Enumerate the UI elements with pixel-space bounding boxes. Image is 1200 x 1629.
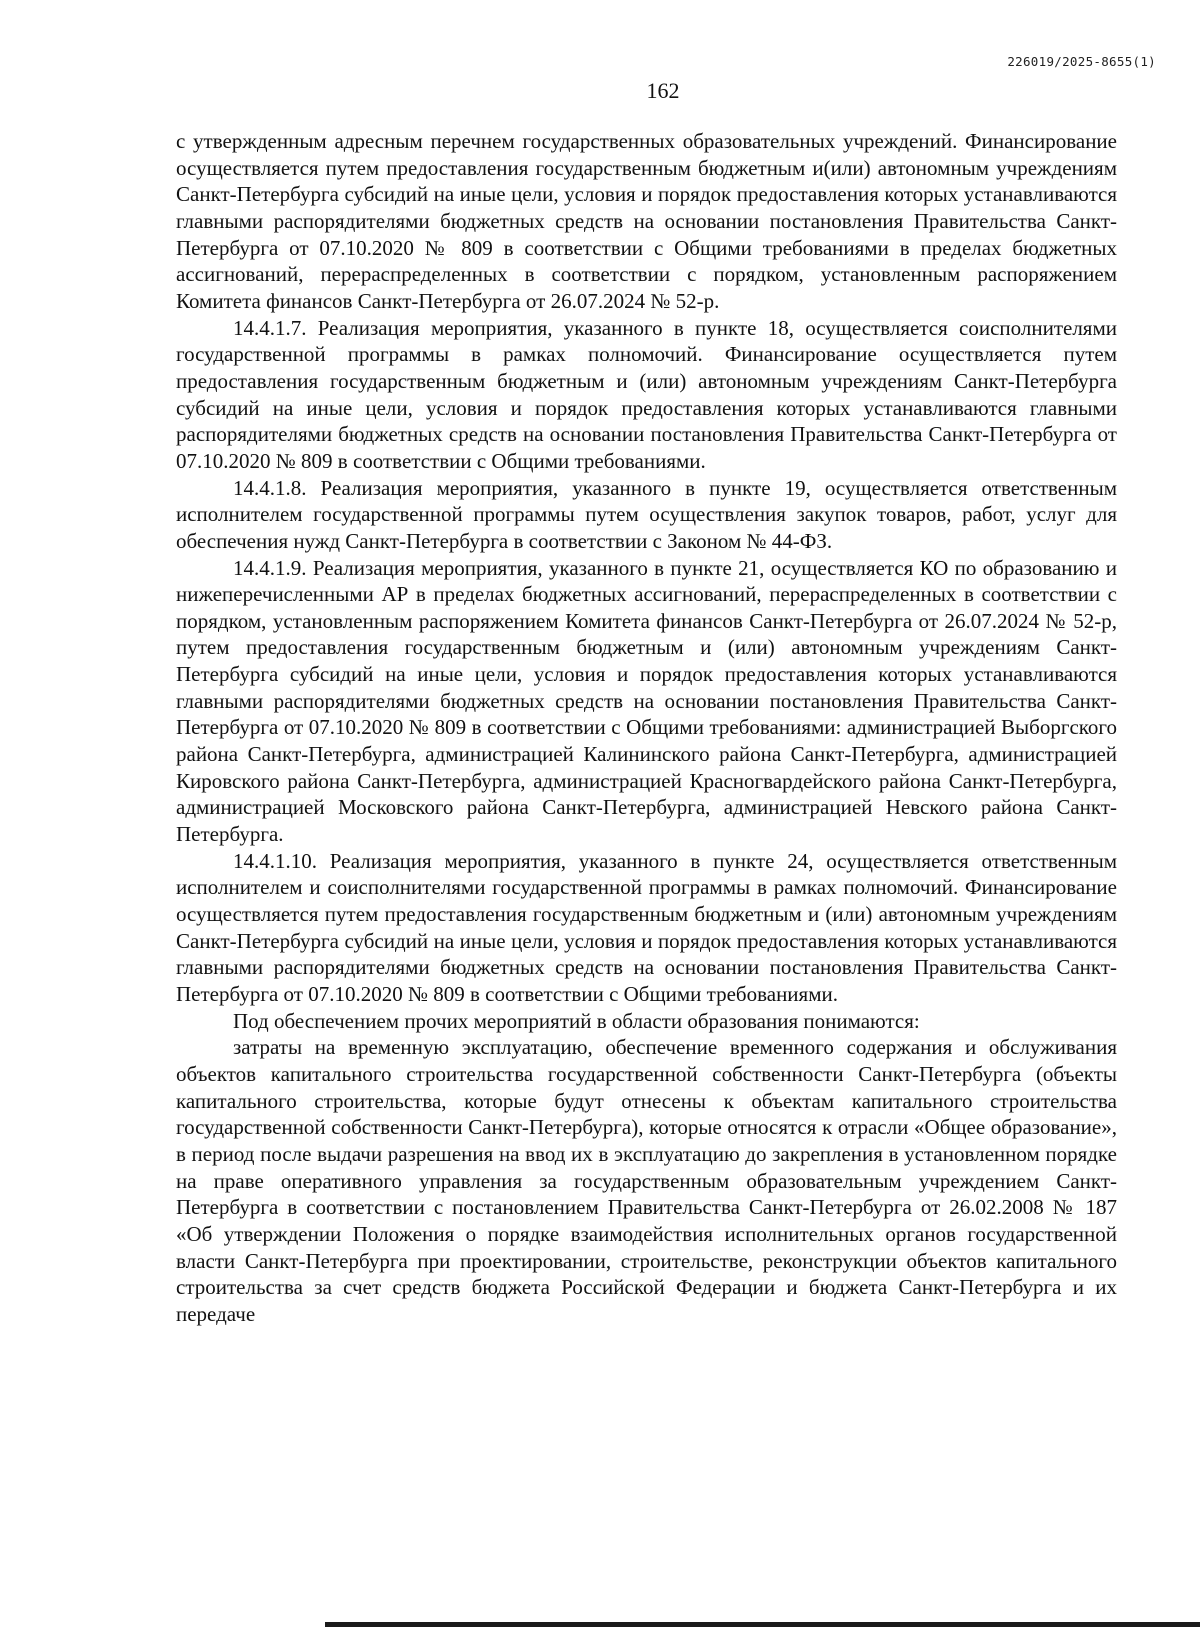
paragraph-14-4-1-7: 14.4.1.7. Реализация мероприятия, указанного в пункте 18, осуществляется соисполнителями государственной программы в рамках полномочий. Финансирование осуществляется путем предоставления государственным бюджетным и (или) автономным учреждениям Санкт-Петербурга субсидий на иные цели, условия и порядок предоставления которых устанавливаются главными распорядителями бюджетных средств на основании постановления Правительства Санкт-Петербурга от 07.10.2020 № 809 в соответствии с Общими требованиями. <box>176 315 1117 473</box>
document-body <box>176 128 1117 1328</box>
paragraph-14-4-1-9: 14.4.1.9. Реализация мероприятия, указанного в пункте 21, осуществляется КО по образованию и нижеперечисленными АР в пределах бюджетных ассигнований, перераспределенных в соответствии с порядком, установленным распоряжением Комитета финансов Санкт-Петербурга от 26.07.2024 № 52-р, путем предоставления государственным бюджетным и (или) автономным учреждениям Санкт-Петербурга субсидий на иные цели, условия и порядок предоставления которых устанавливаются главными распорядителями бюджетных средств на основании постановления Правительства Санкт-Петербурга от 07.10.2020 № 809 в соответствии с Общими требованиями: администрацией Выборгского района Санкт-Петербурга, администрацией Калининского района Санкт-Петербурга, администрацией Кировского района Санкт-Петербурга, администрацией Красногвардейского района Санкт-Петербурга, администрацией Московского района Санкт-Петербурга, администрацией Невского района Санкт-Петербурга. <box>176 555 1117 847</box>
paragraph-14-4-1-10: 14.4.1.10. Реализация мероприятия, указанного в пункте 24, осуществляется ответственным исполнителем и соисполнителями государственной программы в рамках полномочий. Финансирование осуществляется путем предоставления государственным бюджетным и (или) автономным учреждениям Санкт-Петербурга субсидий на иные цели, условия и порядок предоставления которых устанавливаются главными распорядителями бюджетных средств на основании постановления Правительства Санкт-Петербурга от 07.10.2020 № 809 в соответствии с Общими требованиями. <box>176 848 1117 1006</box>
paragraph-continuation: с утвержденным адресным перечнем государственных образовательных учреждений. Финансирование осуществляется путем предоставления государственным бюджетным и(или) автономным учреждениям Санкт-Петербурга субсидий на иные цели, условия и порядок предоставления которых устанавливаются главными распорядителями бюджетных средств на основании постановления Правительства Санкт-Петербурга от 07.10.2020 № 809 в соответствии с Общими требованиями в пределах бюджетных ассигнований, перераспределенных в соответствии с порядком, установленным распоряжением Комитета финансов Санкт-Петербурга от 26.07.2024 № 52-р. <box>176 129 1117 313</box>
page-number: 162 <box>646 78 680 103</box>
scan-bottom-edge <box>325 1622 1200 1627</box>
paragraph-14-4-1-8: 14.4.1.8. Реализация мероприятия, указанного в пункте 19, осуществляется ответственным исполнителем государственной программы путем осуществления закупок товаров, работ, услуг для обеспечения нужд Санкт-Петербурга в соответствии с Законом № 44-ФЗ. <box>176 475 1117 553</box>
paragraph-other-activities-intro: Под обеспечением прочих мероприятий в области образования понимаются: <box>233 1008 920 1033</box>
document-id: 226019/2025-8655(1) <box>1007 54 1156 69</box>
paragraph-temporary-operation-costs: затраты на временную эксплуатацию, обеспечение временного содержания и обслуживания объектов капитального строительства государственной собственности Санкт-Петербурга (объекты капитального строительства, которые будут отнесены к объектам капитального строительства государственной собственности Санкт-Петербурга), которые относятся к отрасли «Общее образование», в период после выдачи разрешения на ввод их в эксплуатацию до закрепления в установленном порядке на праве оперативного управления за государственным образовательным учреждением Санкт-Петербурга в соответствии с постановлением Правительства Санкт-Петербурга от 26.02.2008 № 187 «Об утверждении Положения о порядке взаимодействия исполнительных органов государственной власти Санкт-Петербурга при проектировании, строительстве, реконструкции объектов капитального строительства за счет средств бюджета Российской Федерации и бюджета Санкт-Петербурга и их передаче <box>176 1035 1117 1326</box>
